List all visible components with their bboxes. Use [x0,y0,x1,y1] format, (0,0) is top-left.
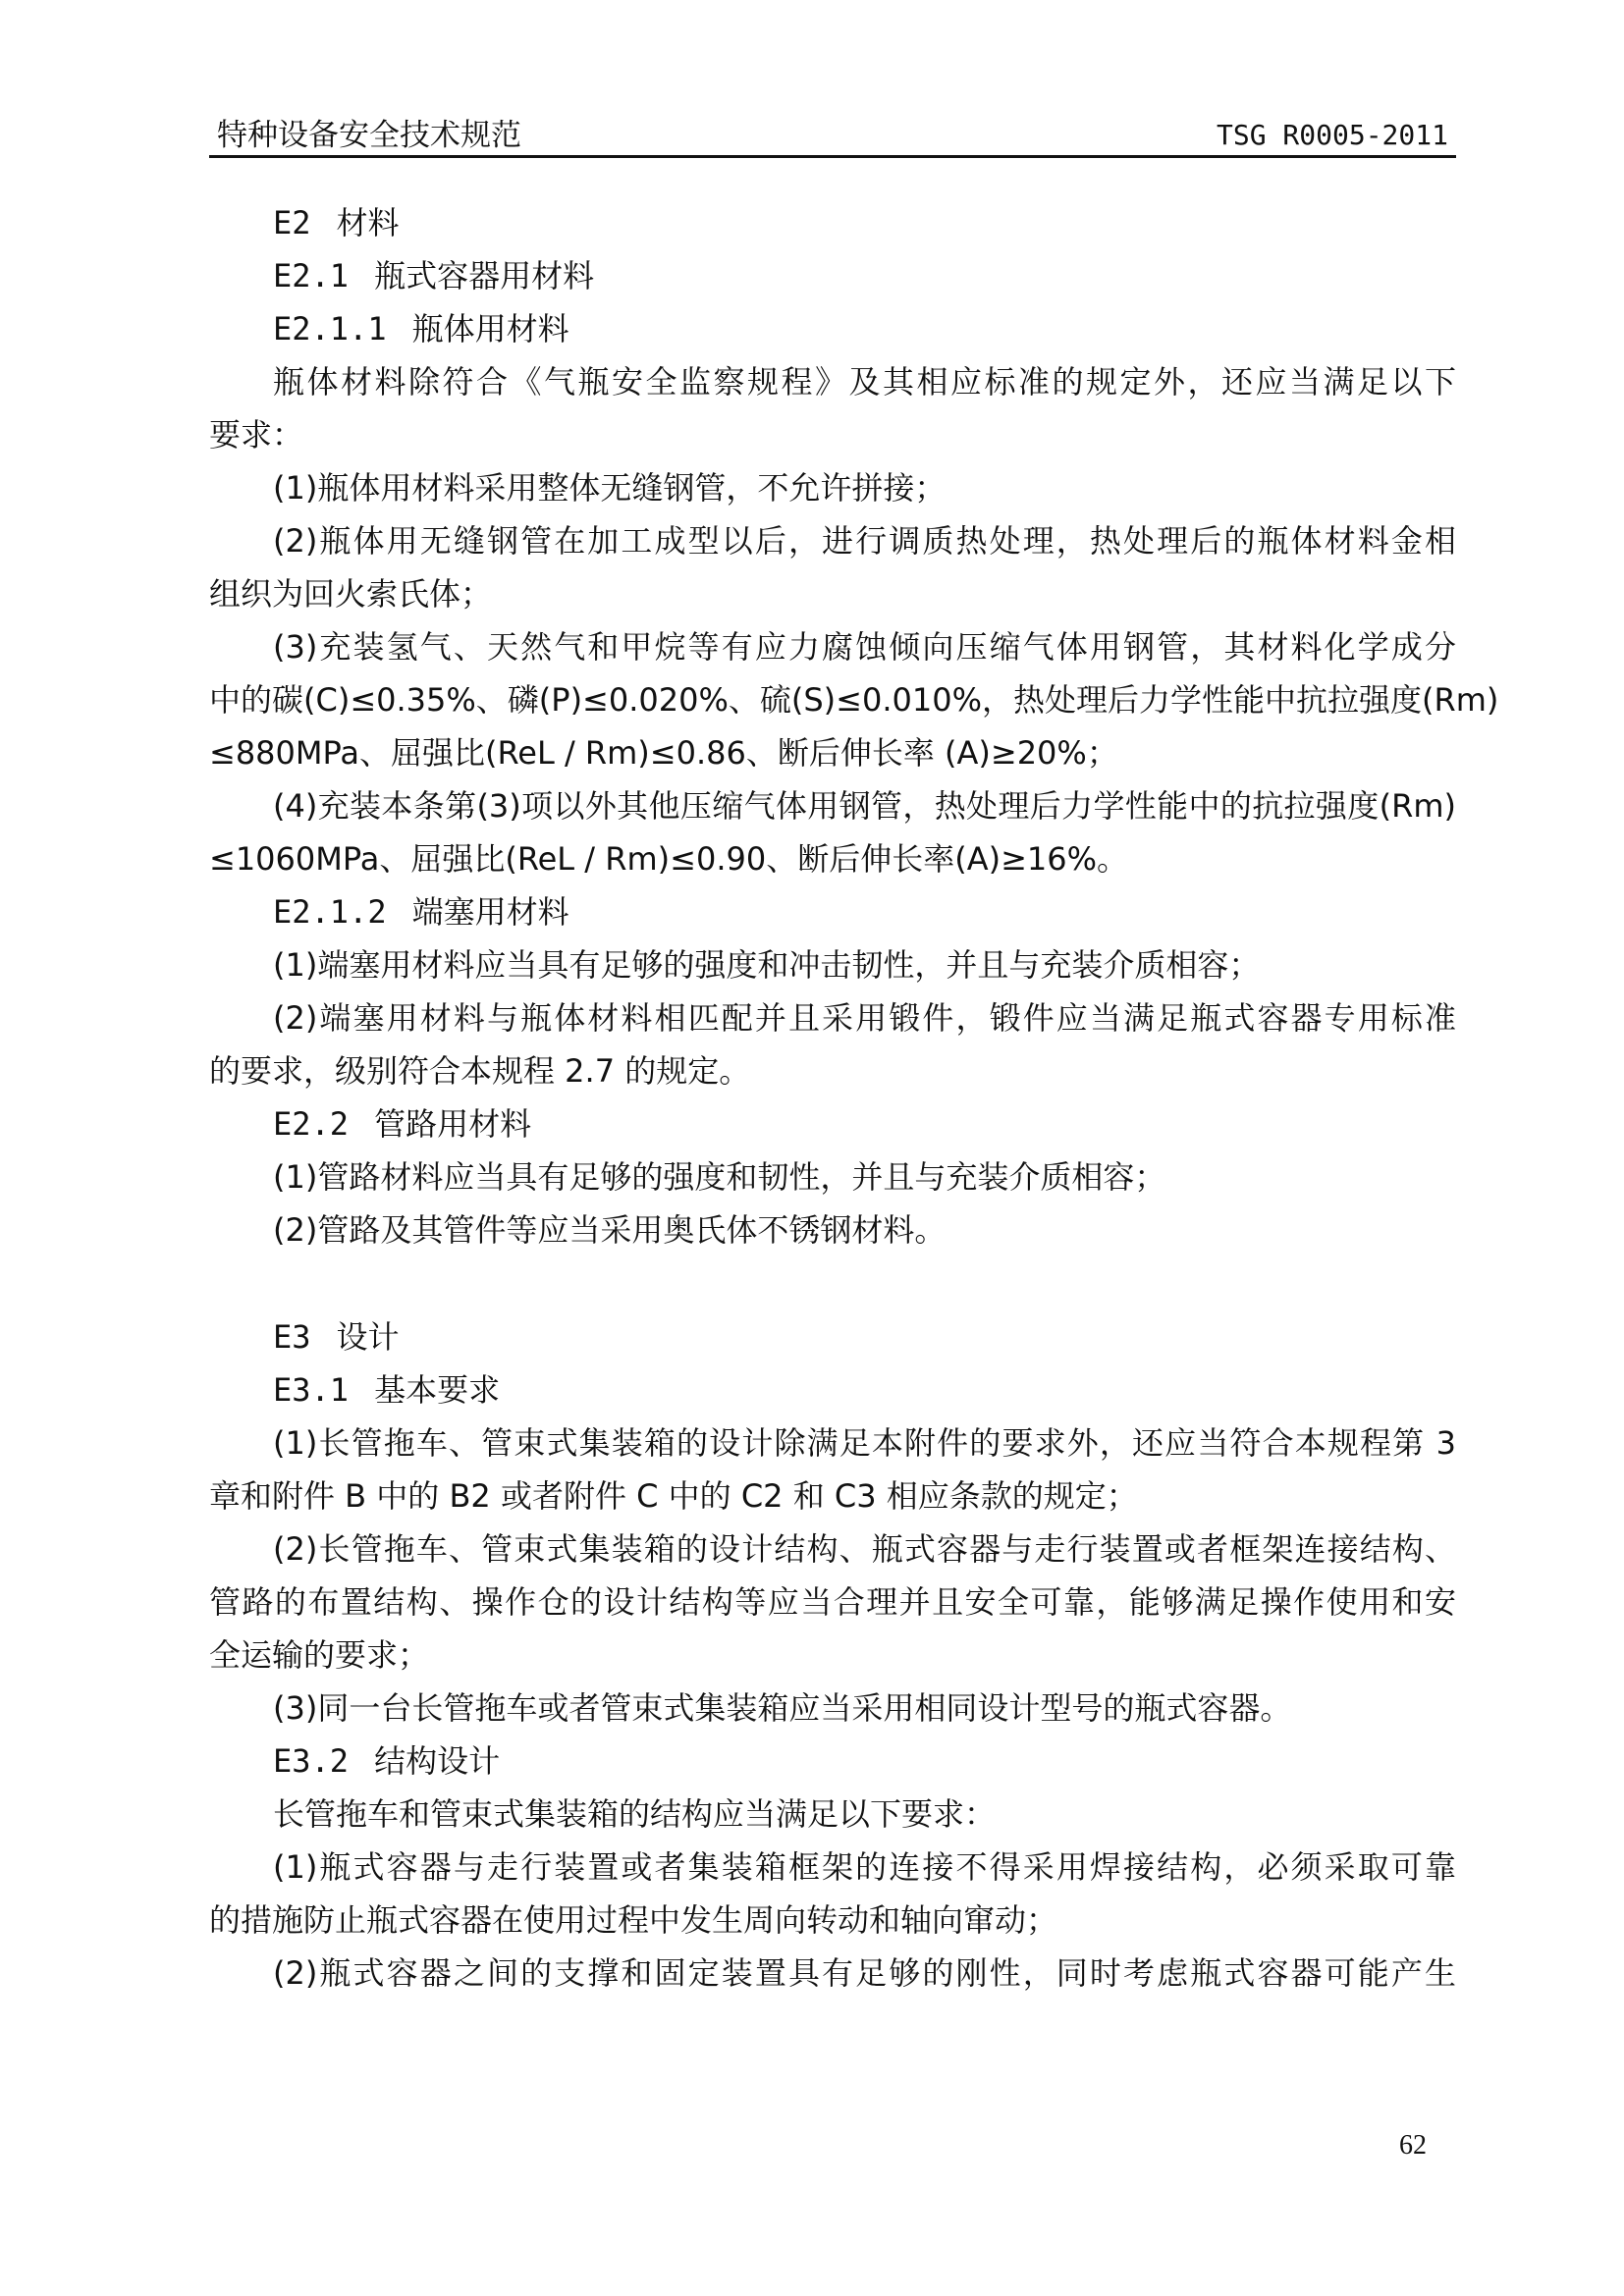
subsection-heading-e2-1: E2.1 瓶式容器用材料 [273,257,595,294]
section-heading-e2: E2 材料 [273,204,400,241]
paragraph-line: (1)瓶体用材料采用整体无缝钢管，不允许拼接； [273,469,947,507]
paragraph [209,1788,1456,1841]
paragraph-line: 长管拖车和管束式集装箱的结构应当满足以下要求： [273,1795,997,1833]
paragraph [209,1150,1456,1203]
paragraph [209,620,1499,779]
header-title: 特种设备安全技术规范 [217,118,521,153]
paragraph-line: (1)长管拖车、管束式集装箱的设计除满足本附件的要求外，还应当符合本规程第 3 [273,1424,1456,1462]
paragraph-line: (2)瓶式容器之间的支撑和固定装置具有足够的刚性，同时考虑瓶式容器可能产生 [273,1954,1456,1992]
section-heading-e3: E3 设计 [273,1318,400,1356]
paragraph [209,461,1456,514]
paragraph-line: 组织为回火索氏体； [209,575,493,613]
header-standard-code: TSG R0005-2011 [1216,119,1448,151]
paragraph-line: 中的碳(C)≤0.35%、磷(P)≤0.020%、硫(S)≤0.010%，热处理后力学性能中抗拉强度(Rm) [209,681,1499,719]
paragraph [209,355,1456,461]
paragraph-line: ≤880MPa、屈强比(ReL / Rm)≤0.86、断后伸长率 (A)≥20%； [209,734,1118,772]
paragraph [209,1416,1456,1522]
paragraph-line: (1)瓶式容器与走行装置或者集装箱框架的连接不得采用焊接结构，必须采取可靠 [273,1848,1456,1886]
paragraph [209,514,1456,620]
paragraph-line: 全运输的要求； [209,1636,430,1674]
paragraph-line: (3)同一台长管拖车或者管束式集装箱应当采用相同设计型号的瓶式容器。 [273,1689,1292,1727]
paragraph-line: 管路的布置结构、操作仓的设计结构等应当合理并且安全可靠，能够满足操作使用和安 [209,1583,1456,1621]
paragraph [209,938,1456,991]
clause-heading-e2-1-2: E2.1.2 端塞用材料 [273,893,569,931]
subsection-heading-e3-2: E3.2 结构设计 [273,1742,501,1780]
paragraph-line: (2)长管拖车、管束式集装箱的设计结构、瓶式容器与走行装置或者框架连接结构、 [273,1530,1456,1568]
paragraph [209,779,1456,885]
paragraph [209,1203,1456,1256]
paragraph-line: 的措施防止瓶式容器在使用过程中发生周向转动和轴向窜动； [209,1901,1058,1939]
paragraph-line: ≤1060MPa、屈强比(ReL / Rm)≤0.90、断后伸长率(A)≥16%。 [209,840,1129,878]
document-body [209,196,1499,2000]
paragraph-line: (1)管路材料应当具有足够的强度和韧性，并且与充装介质相容； [273,1158,1166,1196]
paragraph-line: (2)管路及其管件等应当采用奥氏体不锈钢材料。 [273,1211,947,1249]
subsection-heading-e2-2: E2.2 管路用材料 [273,1105,532,1143]
subsection-heading-e3-1: E3.1 基本要求 [273,1371,501,1409]
page-number: 62 [1399,2130,1427,2161]
page-header [209,116,1456,158]
paragraph-line: (3)充装氢气、天然气和甲烷等有应力腐蚀倾向压缩气体用钢管，其材料化学成分 [273,628,1456,666]
paragraph [209,1522,1456,1682]
paragraph-line: 瓶体材料除符合《气瓶安全监察规程》及其相应标准的规定外，还应当满足以下 [273,363,1456,400]
paragraph-line: (2)瓶体用无缝钢管在加工成型以后，进行调质热处理，热处理后的瓶体材料金相 [273,522,1456,560]
paragraph-line: (4)充装本条第(3)项以外其他压缩气体用钢管，热处理后力学性能中的抗拉强度(Rm) [273,787,1456,825]
paragraph-line: (2)端塞用材料与瓶体材料相匹配并且采用锻件，锻件应当满足瓶式容器专用标准 [273,999,1456,1037]
paragraph-line: (1)端塞用材料应当具有足够的强度和冲击韧性，并且与充装介质相容； [273,946,1261,984]
paragraph [209,991,1456,1097]
paragraph [209,1947,1456,2000]
clause-heading-e2-1-1: E2.1.1 瓶体用材料 [273,310,569,347]
paragraph-line: 的要求，级别符合本规程 2.7 的规定。 [209,1052,751,1090]
paragraph-line: 要求： [209,416,304,454]
paragraph [209,1841,1456,1947]
paragraph-line: 章和附件 B 中的 B2 或者附件 C 中的 C2 和 C3 相应条款的规定； [209,1477,1138,1515]
paragraph [209,1682,1456,1735]
